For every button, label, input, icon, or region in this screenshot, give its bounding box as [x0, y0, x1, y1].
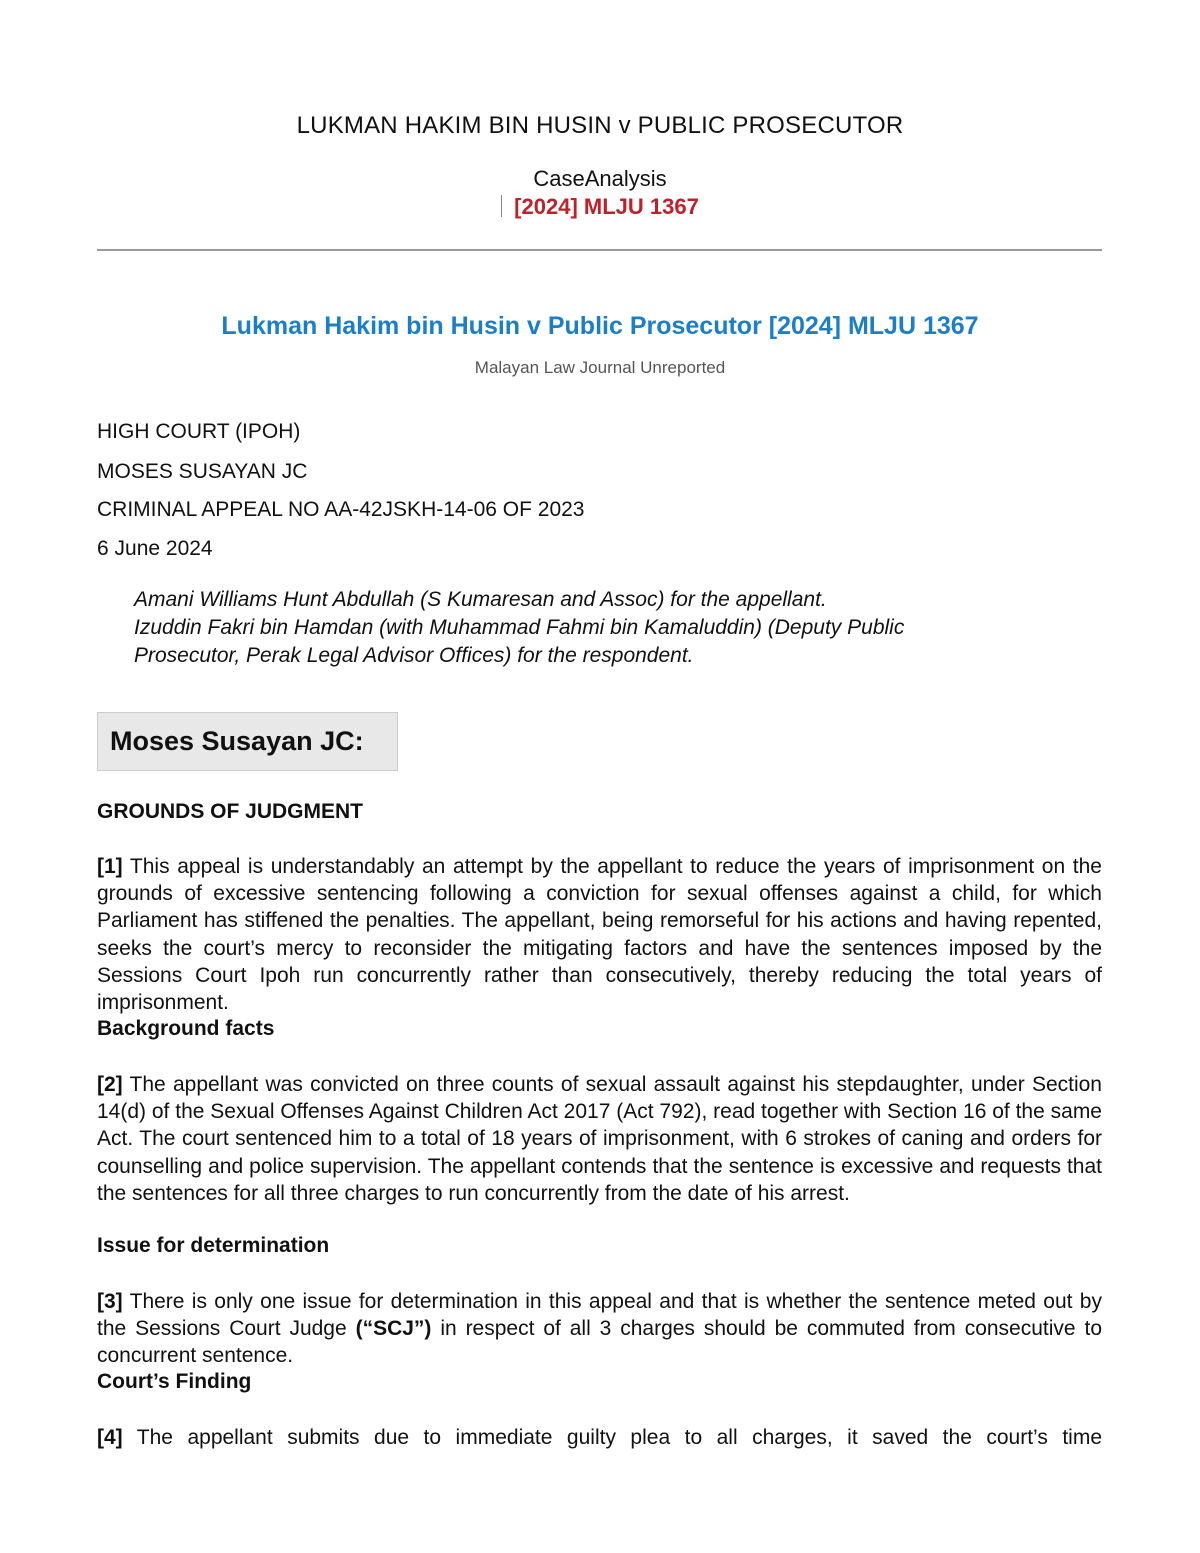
judge-heading-box [97, 712, 398, 771]
document-type-label: CaseAnalysis [533, 166, 667, 191]
document-header-title: LUKMAN HAKIM BIN HUSIN v PUBLIC PROSECUTOR [296, 112, 904, 139]
judge-name: MOSES SUSAYAN JC [97, 460, 308, 483]
issue-heading: Issue for determination [97, 1234, 330, 1257]
paragraph-text: The appellant submits due to immediate guilty plea to all charges, it saved the court’s time [122, 1426, 1102, 1449]
paragraph-1 [97, 853, 1102, 1016]
counsel-block [134, 586, 1034, 670]
case-title[interactable]: Lukman Hakim bin Husin v Public Prosecutor [2024] MLJU 1367 [221, 312, 979, 340]
finding-heading: Court’s Finding [97, 1370, 252, 1393]
paragraph-number: [1] [97, 855, 123, 878]
counsel-line: Amani Williams Hunt Abdullah (S Kumaresan and Assoc) for the appellant. [134, 588, 827, 611]
paragraph-text: in respect of all 3 charges should be commuted from consecutive to concurrent sentence. [97, 1317, 1103, 1368]
paragraph-4 [97, 1424, 1102, 1451]
paragraph-text: This appeal is understandably an attempt by the appellant to reduce the years of imprisonment on the grounds of excessive sentencing following a conviction for sexual offenses against a child, for which Parliament has stiffened the penalties. The appellant, being remorseful for his actions and having repented, seeks the court’s mercy to reconsider the mitigating factors and have the sentences imposed by the Sessions Court Ipoh run concurrently rather than consecutively, thereby reducing the total years of imprisonment. [97, 855, 1102, 1015]
paragraph-2 [97, 1071, 1102, 1207]
background-heading: Background facts [97, 1017, 275, 1040]
paragraph-number: [4] [97, 1426, 123, 1449]
paragraph-line [97, 1424, 1102, 1451]
citation-line [0, 194, 1200, 220]
judgment-date: 6 June 2024 [97, 537, 213, 560]
paragraph-3 [97, 1288, 1102, 1370]
court-name: HIGH COURT (IPOH) [97, 420, 301, 443]
abbreviation-scj: (“SCJ”) [355, 1317, 432, 1341]
appeal-number: CRIMINAL APPEAL NO AA-42JSKH-14-06 OF 2023 [97, 498, 585, 521]
header-divider [97, 249, 1102, 251]
judge-heading: Moses Susayan JC: [110, 726, 364, 756]
counsel-line: Izuddin Fakri bin Hamdan (with Muhammad Fahmi bin Kamaluddin) (Deputy Public [134, 616, 905, 639]
grounds-heading: GROUNDS OF JUDGMENT [97, 800, 364, 823]
paragraph-number: [2] [97, 1073, 123, 1096]
paragraph-text: The appellant was convicted on three counts of sexual assault against his stepdaughter, under Section 14(d) of the Sexual Offenses Against Children Act 2017 (Act 792), read together with Section 16 of the same Act. The court sentenced him to a total of 18 years of imprisonment, with 6 strokes of caning and orders for counselling and police supervision. The appellant contends that the sentence is excessive and requests that the sentences for all three charges to run concurrently from the date of his arrest. [97, 1073, 1102, 1205]
counsel-line: Prosecutor, Perak Legal Advisor Offices) for the respondent. [134, 644, 694, 667]
paragraph-number: [3] [97, 1290, 123, 1313]
report-name: Malayan Law Journal Unreported [474, 358, 726, 377]
text-cursor-icon [501, 195, 502, 217]
paragraph-text: There is only one issue for determination in this appeal and that is whether the sentence meted out by the Sessions Court Judge [97, 1290, 1102, 1341]
citation-label: [2024] MLJU 1367 [514, 194, 699, 219]
